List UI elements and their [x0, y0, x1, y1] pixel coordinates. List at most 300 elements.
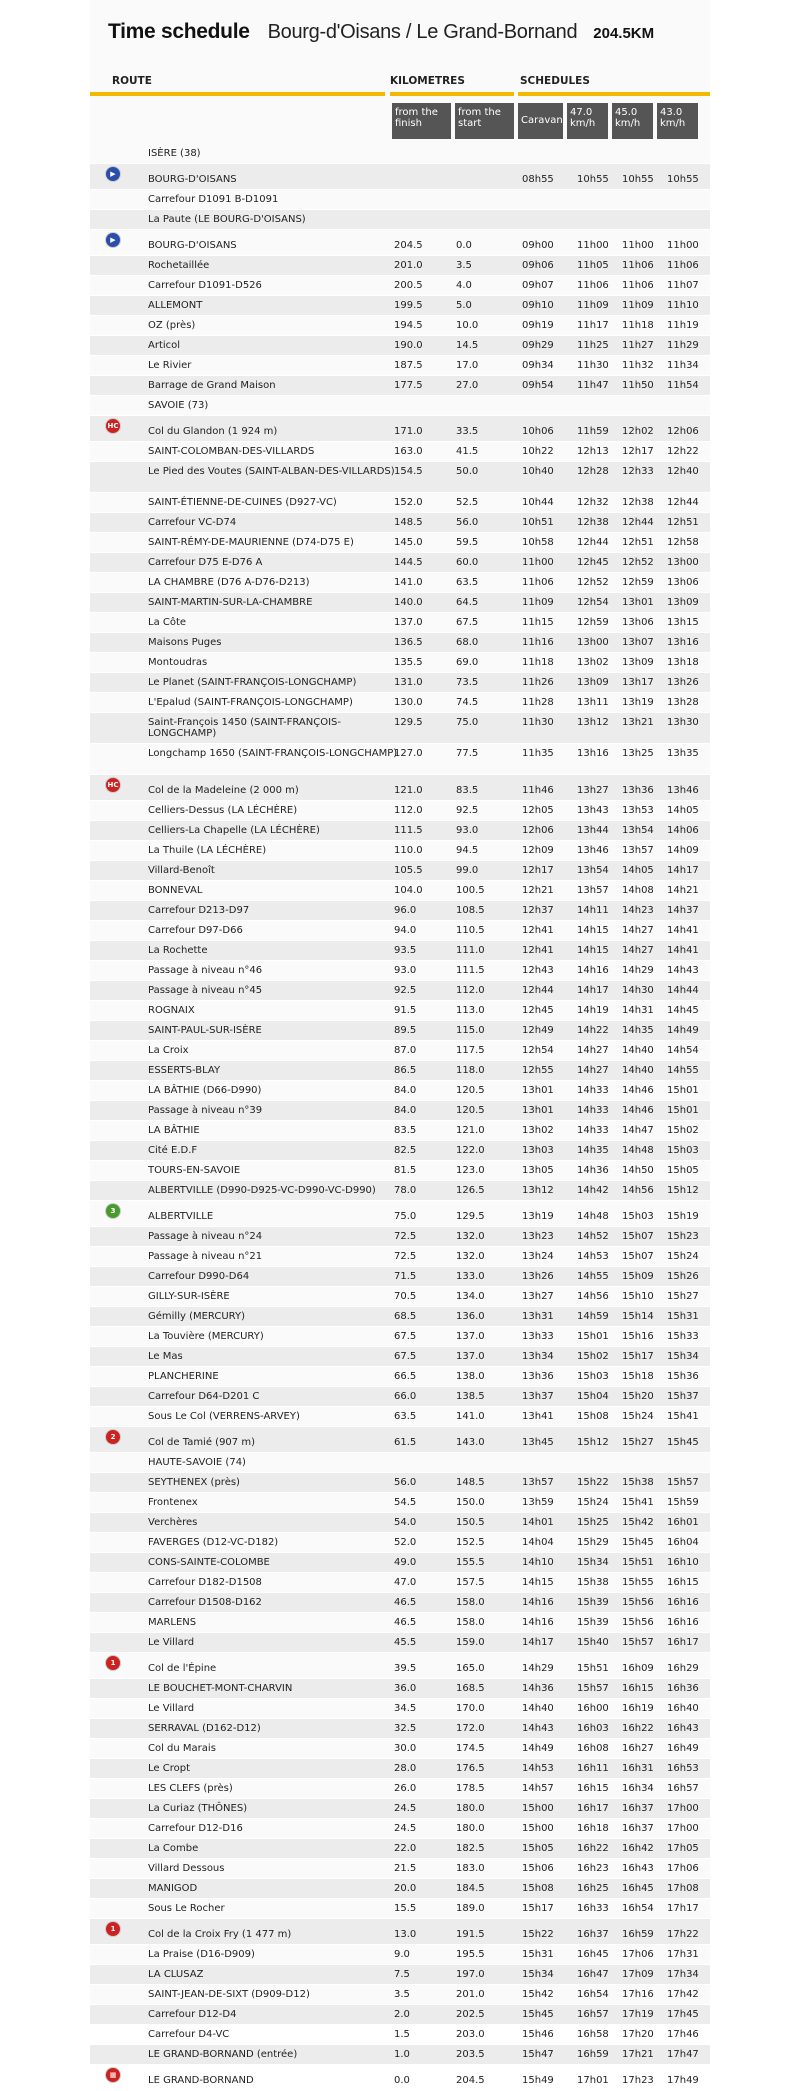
time-47: 15h39 — [577, 1617, 609, 1628]
location-name: ALBERTVILLE (D990-D925-VC-D990-VC-D990) — [148, 1185, 376, 1196]
km-from-finish: 135.5 — [394, 657, 423, 668]
table-row — [90, 462, 710, 493]
table-row — [90, 1227, 710, 1247]
km-from-start: 152.5 — [456, 1537, 485, 1548]
climb-category-icon: 1 — [106, 1656, 120, 1670]
time-43: 17h17 — [667, 1903, 699, 1914]
time-43: 14h21 — [667, 885, 699, 896]
km-from-finish: 63.5 — [394, 1411, 417, 1422]
climb-category-icon: 1 — [106, 1922, 120, 1936]
location-name: Sous Le Rocher — [148, 1903, 225, 1914]
caravan-time: 13h27 — [522, 1291, 554, 1302]
time-43: 12h22 — [667, 446, 699, 457]
location-name: Carrefour D1091-D526 — [148, 280, 262, 291]
caravan-time: 09h34 — [522, 360, 554, 371]
location-name: Passage à niveau n°45 — [148, 985, 263, 996]
time-45: 15h57 — [622, 1637, 654, 1648]
time-45: 15h07 — [622, 1231, 654, 1242]
table-row — [90, 1919, 710, 1945]
caravan-time: 13h05 — [522, 1165, 554, 1176]
location-name: Frontenex — [148, 1497, 198, 1508]
caravan-time: 13h45 — [522, 1437, 554, 1448]
time-43: 17h46 — [667, 2029, 699, 2040]
time-45: 17h23 — [622, 2075, 654, 2086]
time-45: 15h24 — [622, 1411, 654, 1422]
caravan-time: 13h23 — [522, 1231, 554, 1242]
time-43: 17h05 — [667, 1843, 699, 1854]
km-from-finish: 1.5 — [394, 2029, 410, 2040]
col-from-start: from the start — [455, 103, 514, 139]
time-45: 13h21 — [622, 717, 654, 728]
location-name: Col de l'Épine — [148, 1663, 217, 1674]
km-from-start: 83.5 — [456, 785, 479, 796]
table-row — [90, 801, 710, 821]
location-name: Villard-Benoît — [148, 865, 215, 876]
km-from-start: 134.0 — [456, 1291, 485, 1302]
table-row — [90, 881, 710, 901]
route-underline — [90, 92, 385, 96]
km-from-finish: 121.0 — [394, 785, 423, 796]
location-name: MANIGOD — [148, 1883, 198, 1894]
time-45: 15h56 — [622, 1617, 654, 1628]
time-43: 16h04 — [667, 1537, 699, 1548]
time-43: 11h10 — [667, 300, 699, 311]
table-row — [90, 1653, 710, 1679]
km-from-start: 203.5 — [456, 2049, 485, 2060]
table-row — [90, 1879, 710, 1899]
location-name: LES CLEFS (près) — [148, 1783, 233, 1794]
climb-category-icon: 2 — [106, 1430, 120, 1444]
location-name: La Côte — [148, 617, 187, 628]
location-name: Le Mas — [148, 1351, 183, 1362]
km-from-finish: 137.0 — [394, 617, 423, 628]
time-47: 13h02 — [577, 657, 609, 668]
location-name: OZ (près) — [148, 320, 196, 331]
caravan-time: 15h47 — [522, 2049, 554, 2060]
col-speed-43: 43.0 km/h — [657, 103, 698, 139]
km-from-start: 110.5 — [456, 925, 485, 936]
time-43: 11h06 — [667, 260, 699, 271]
location-name: La Curiaz (THÔNES) — [148, 1803, 248, 1814]
time-47: 14h48 — [577, 1211, 609, 1222]
time-43: 11h54 — [667, 380, 699, 391]
time-45: 14h05 — [622, 865, 654, 876]
time-47: 15h38 — [577, 1577, 609, 1588]
km-from-finish: 9.0 — [394, 1949, 410, 1960]
time-47: 16h17 — [577, 1803, 609, 1814]
time-47: 13h46 — [577, 845, 609, 856]
time-43: 14h44 — [667, 985, 699, 996]
km-from-start: 113.0 — [456, 1005, 485, 1016]
time-45: 11h09 — [622, 300, 654, 311]
km-from-finish: 67.5 — [394, 1331, 417, 1342]
location-name: ALLEMONT — [148, 300, 203, 311]
time-45: 14h46 — [622, 1085, 654, 1096]
caravan-time: 14h16 — [522, 1617, 554, 1628]
caravan-time: 14h15 — [522, 1577, 554, 1588]
km-from-start: 133.0 — [456, 1271, 485, 1282]
caravan-time: 10h58 — [522, 537, 554, 548]
location-name: SAINT-COLOMBAN-DES-VILLARDS — [148, 446, 315, 457]
km-from-finish: 83.5 — [394, 1125, 417, 1136]
location-name: Passage à niveau n°39 — [148, 1105, 263, 1116]
table-row — [90, 230, 710, 256]
km-from-finish: 104.0 — [394, 885, 423, 896]
km-from-finish: 39.5 — [394, 1663, 417, 1674]
location-name: GILLY-SUR-ISÈRE — [148, 1291, 230, 1302]
location-name: Col de la Croix Fry (1 477 m) — [148, 1929, 292, 1940]
km-from-finish: 49.0 — [394, 1557, 417, 1568]
time-45: 13h54 — [622, 825, 654, 836]
km-from-finish: 21.5 — [394, 1863, 417, 1874]
km-from-start: 197.0 — [456, 1969, 485, 1980]
time-45: 16h54 — [622, 1903, 654, 1914]
km-from-finish: 0.0 — [394, 2075, 410, 2086]
time-45: 16h45 — [622, 1883, 654, 1894]
km-from-finish: 66.5 — [394, 1371, 417, 1382]
location-name: Carrefour D1508-D162 — [148, 1597, 262, 1608]
km-from-start: 137.0 — [456, 1351, 485, 1362]
time-43: 11h34 — [667, 360, 699, 371]
time-47: 13h54 — [577, 865, 609, 876]
time-47: 15h25 — [577, 1517, 609, 1528]
table-row — [90, 1247, 710, 1267]
caravan-time: 10h44 — [522, 497, 554, 508]
table-row — [90, 921, 710, 941]
time-47: 15h24 — [577, 1497, 609, 1508]
time-47: 16h47 — [577, 1969, 609, 1980]
time-43: 17h22 — [667, 1929, 699, 1940]
km-from-finish: 131.0 — [394, 677, 423, 688]
time-47: 14h11 — [577, 905, 609, 916]
location-name: SERRAVAL (D162-D12) — [148, 1723, 261, 1734]
time-45: 14h40 — [622, 1045, 654, 1056]
caravan-time: 13h03 — [522, 1145, 554, 1156]
table-row — [90, 442, 710, 462]
caravan-time: 12h43 — [522, 965, 554, 976]
time-45: 13h01 — [622, 597, 654, 608]
location-name: La Thuile (LA LÉCHÈRE) — [148, 845, 267, 856]
time-43: 11h19 — [667, 320, 699, 331]
time-47: 16h23 — [577, 1863, 609, 1874]
table-row — [90, 673, 710, 693]
table-row — [90, 1859, 710, 1879]
km-from-finish: 45.5 — [394, 1637, 417, 1648]
km-from-finish: 144.5 — [394, 557, 423, 568]
time-45: 16h37 — [622, 1823, 654, 1834]
km-from-finish: 154.5 — [394, 466, 423, 477]
km-from-start: 27.0 — [456, 380, 479, 391]
time-47: 16h58 — [577, 2029, 609, 2040]
km-from-start: 137.0 — [456, 1331, 485, 1342]
time-47: 12h54 — [577, 597, 609, 608]
location-name: LA BÂTHIE (D66-D990) — [148, 1085, 262, 1096]
time-45: 12h51 — [622, 537, 654, 548]
caravan-time: 09h00 — [522, 240, 554, 251]
km-from-start: 203.0 — [456, 2029, 485, 2040]
caravan-time: 12h21 — [522, 885, 554, 896]
location-name: BOURG-D'OISANS — [148, 240, 237, 251]
table-row — [90, 1593, 710, 1613]
km-from-start: 201.0 — [456, 1989, 485, 2000]
table-row — [90, 1327, 710, 1347]
caravan-time: 15h22 — [522, 1929, 554, 1940]
table-row — [90, 2065, 710, 2091]
time-45: 16h22 — [622, 1723, 654, 1734]
time-43: 16h17 — [667, 1637, 699, 1648]
km-from-start: 138.5 — [456, 1391, 485, 1402]
caravan-time: 12h54 — [522, 1045, 554, 1056]
caravan-time: 12h41 — [522, 925, 554, 936]
time-43: 14h49 — [667, 1025, 699, 1036]
caravan-time: 14h36 — [522, 1683, 554, 1694]
location-name: LA CHAMBRE (D76 A-D76-D213) — [148, 577, 310, 588]
caravan-time: 15h49 — [522, 2075, 554, 2086]
time-45: 11h27 — [622, 340, 654, 351]
location-name: Le Cropt — [148, 1763, 190, 1774]
time-43: 12h06 — [667, 426, 699, 437]
km-from-start: 157.5 — [456, 1577, 485, 1588]
time-45: 16h27 — [622, 1743, 654, 1754]
time-43: 15h24 — [667, 1251, 699, 1262]
location-name: Longchamp 1650 (SAINT-FRANÇOIS-LONGCHAMP) — [148, 748, 398, 759]
time-43: 17h31 — [667, 1949, 699, 1960]
km-from-start: 150.0 — [456, 1497, 485, 1508]
caravan-time: 11h46 — [522, 785, 554, 796]
km-from-start: 132.0 — [456, 1251, 485, 1262]
caravan-time: 15h08 — [522, 1883, 554, 1894]
km-from-finish: 96.0 — [394, 905, 417, 916]
time-47: 16h15 — [577, 1783, 609, 1794]
time-45: 14h27 — [622, 945, 654, 956]
km-from-start: 3.5 — [456, 260, 472, 271]
time-43: 15h05 — [667, 1165, 699, 1176]
section-schedules: SCHEDULES — [520, 75, 590, 87]
time-47: 13h09 — [577, 677, 609, 688]
table-row — [90, 653, 710, 673]
caravan-time: 13h59 — [522, 1497, 554, 1508]
table-row — [90, 1453, 710, 1473]
time-43: 15h27 — [667, 1291, 699, 1302]
km-from-finish: 204.5 — [394, 240, 423, 251]
location-name: La Paute (LE BOURG-D'OISANS) — [148, 214, 306, 225]
time-47: 14h59 — [577, 1311, 609, 1322]
table-row — [90, 1613, 710, 1633]
distance-text: 204.5KM — [593, 25, 655, 42]
location-name: Le Pied des Voutes (SAINT-ALBAN-DES-VILLARDS) — [148, 466, 395, 477]
time-45: 17h06 — [622, 1949, 654, 1960]
time-43: 15h33 — [667, 1331, 699, 1342]
time-43: 14h55 — [667, 1065, 699, 1076]
km-from-finish: 28.0 — [394, 1763, 417, 1774]
table-row — [90, 144, 710, 164]
time-43: 16h29 — [667, 1663, 699, 1674]
time-45: 15h03 — [622, 1211, 654, 1222]
location-name: Carrefour D12-D16 — [148, 1823, 243, 1834]
caravan-time: 13h01 — [522, 1105, 554, 1116]
section-kilometres: KILOMETRES — [390, 75, 465, 87]
caravan-time: 15h46 — [522, 2029, 554, 2040]
schedule-panel — [90, 0, 710, 2086]
km-from-finish: 86.5 — [394, 1065, 417, 1076]
location-name: Saint-François 1450 (SAINT-FRANÇOIS-LONGCHAMP) — [148, 717, 342, 739]
time-47: 16h37 — [577, 1929, 609, 1940]
time-43: 15h37 — [667, 1391, 699, 1402]
time-47: 15h01 — [577, 1331, 609, 1342]
location-name: Villard Dessous — [148, 1863, 225, 1874]
time-43: 14h54 — [667, 1045, 699, 1056]
table-row — [90, 1679, 710, 1699]
table-row — [90, 1121, 710, 1141]
time-45: 13h09 — [622, 657, 654, 668]
location-name: ALBERTVILLE — [148, 1211, 214, 1222]
time-47: 15h08 — [577, 1411, 609, 1422]
location-name: LA CLUSAZ — [148, 1969, 204, 1980]
time-45: 17h21 — [622, 2049, 654, 2060]
km-from-finish: 110.0 — [394, 845, 423, 856]
km-from-start: 14.5 — [456, 340, 479, 351]
time-45: 10h55 — [622, 174, 654, 185]
km-from-start: 120.5 — [456, 1085, 485, 1096]
time-47: 14h27 — [577, 1065, 609, 1076]
location-name: Cité E.D.F — [148, 1145, 198, 1156]
caravan-time: 12h41 — [522, 945, 554, 956]
location-name: TOURS-EN-SAVOIE — [148, 1165, 241, 1176]
location-name: Carrefour D97-D66 — [148, 925, 243, 936]
location-name: Carrefour D1091 B-D1091 — [148, 194, 279, 205]
km-from-finish: 200.5 — [394, 280, 423, 291]
time-47: 14h15 — [577, 945, 609, 956]
km-from-finish: 94.0 — [394, 925, 417, 936]
km-from-finish: 81.5 — [394, 1165, 417, 1176]
caravan-time: 12h06 — [522, 825, 554, 836]
time-47: 12h52 — [577, 577, 609, 588]
table-row — [90, 693, 710, 713]
time-45: 14h35 — [622, 1025, 654, 1036]
location-name: Rochetaillée — [148, 260, 210, 271]
time-45: 14h27 — [622, 925, 654, 936]
location-name: LA BÂTHIE — [148, 1125, 200, 1136]
km-from-finish: 127.0 — [394, 748, 423, 759]
col-from-finish: from the finish — [392, 103, 451, 139]
table-row — [90, 336, 710, 356]
route-text: Bourg-d'Oisans / Le Grand-Bornand — [267, 21, 578, 43]
time-47: 14h16 — [577, 965, 609, 976]
time-47: 16h54 — [577, 1989, 609, 2000]
time-47: 14h27 — [577, 1045, 609, 1056]
time-47: 14h22 — [577, 1025, 609, 1036]
km-from-finish: 22.0 — [394, 1843, 417, 1854]
time-45: 12h33 — [622, 466, 654, 477]
location-name: Carrefour D213-D97 — [148, 905, 250, 916]
km-from-finish: 67.5 — [394, 1351, 417, 1362]
time-47: 16h22 — [577, 1843, 609, 1854]
table-row — [90, 2005, 710, 2025]
location-name: Col de la Madeleine (2 000 m) — [148, 785, 299, 796]
km-from-finish: 194.5 — [394, 320, 423, 331]
km-from-finish: 190.0 — [394, 340, 423, 351]
time-43: 17h49 — [667, 2075, 699, 2086]
location-name: MARLENS — [148, 1617, 197, 1628]
caravan-time: 12h05 — [522, 805, 554, 816]
km-from-finish: 24.5 — [394, 1803, 417, 1814]
table-row — [90, 1267, 710, 1287]
time-43: 14h43 — [667, 965, 699, 976]
km-from-finish: 145.0 — [394, 537, 423, 548]
table-row — [90, 1553, 710, 1573]
table-row — [90, 396, 710, 416]
table-row — [90, 1347, 710, 1367]
time-47: 15h34 — [577, 1557, 609, 1568]
table-row — [90, 613, 710, 633]
km-from-finish: 52.0 — [394, 1537, 417, 1548]
location-name: SAINT-PAUL-SUR-ISÈRE — [148, 1025, 262, 1036]
km-from-finish: 136.5 — [394, 637, 423, 648]
location-name: Carrefour D75 E-D76 A — [148, 557, 263, 568]
time-47: 12h59 — [577, 617, 609, 628]
time-43: 12h51 — [667, 517, 699, 528]
km-from-finish: 36.0 — [394, 1683, 417, 1694]
time-45: 12h52 — [622, 557, 654, 568]
table-row — [90, 1799, 710, 1819]
caravan-time: 13h24 — [522, 1251, 554, 1262]
km-from-start: 4.0 — [456, 280, 472, 291]
time-43: 11h00 — [667, 240, 699, 251]
km-from-start: 158.0 — [456, 1597, 485, 1608]
km-from-start: 121.0 — [456, 1125, 485, 1136]
time-47: 15h12 — [577, 1437, 609, 1448]
table-row — [90, 1513, 710, 1533]
km-from-finish: 7.5 — [394, 1969, 410, 1980]
col-caravan: Caravan — [518, 103, 563, 139]
table-row — [90, 573, 710, 593]
table-row — [90, 961, 710, 981]
time-43: 16h16 — [667, 1597, 699, 1608]
time-47: 13h12 — [577, 717, 609, 728]
location-name: Carrefour D4-VC — [148, 2029, 230, 2040]
km-from-start: 69.0 — [456, 657, 479, 668]
time-43: 12h44 — [667, 497, 699, 508]
km-from-start: 180.0 — [456, 1823, 485, 1834]
table-row — [90, 2025, 710, 2045]
time-43: 15h34 — [667, 1351, 699, 1362]
time-47: 11h25 — [577, 340, 609, 351]
time-43: 15h01 — [667, 1105, 699, 1116]
time-43: 13h06 — [667, 577, 699, 588]
climb-category-icon: HC — [106, 419, 120, 433]
time-43: 15h03 — [667, 1145, 699, 1156]
km-from-start: 176.5 — [456, 1763, 485, 1774]
time-45: 12h38 — [622, 497, 654, 508]
location-name: ROGNAIX — [148, 1005, 195, 1016]
time-45: 12h02 — [622, 426, 654, 437]
caravan-time: 11h16 — [522, 637, 554, 648]
km-from-finish: 15.5 — [394, 1903, 417, 1914]
caravan-time: 14h01 — [522, 1517, 554, 1528]
time-45: 16h37 — [622, 1803, 654, 1814]
km-from-finish: 187.5 — [394, 360, 423, 371]
time-43: 17h00 — [667, 1823, 699, 1834]
time-47: 13h27 — [577, 785, 609, 796]
time-45: 14h23 — [622, 905, 654, 916]
km-from-start: 183.0 — [456, 1863, 485, 1874]
start-marker-icon: ▶ — [106, 233, 120, 247]
table-row — [90, 1493, 710, 1513]
location-name: La Rochette — [148, 945, 208, 956]
time-45: 15h41 — [622, 1497, 654, 1508]
caravan-time: 12h37 — [522, 905, 554, 916]
time-45: 16h09 — [622, 1663, 654, 1674]
